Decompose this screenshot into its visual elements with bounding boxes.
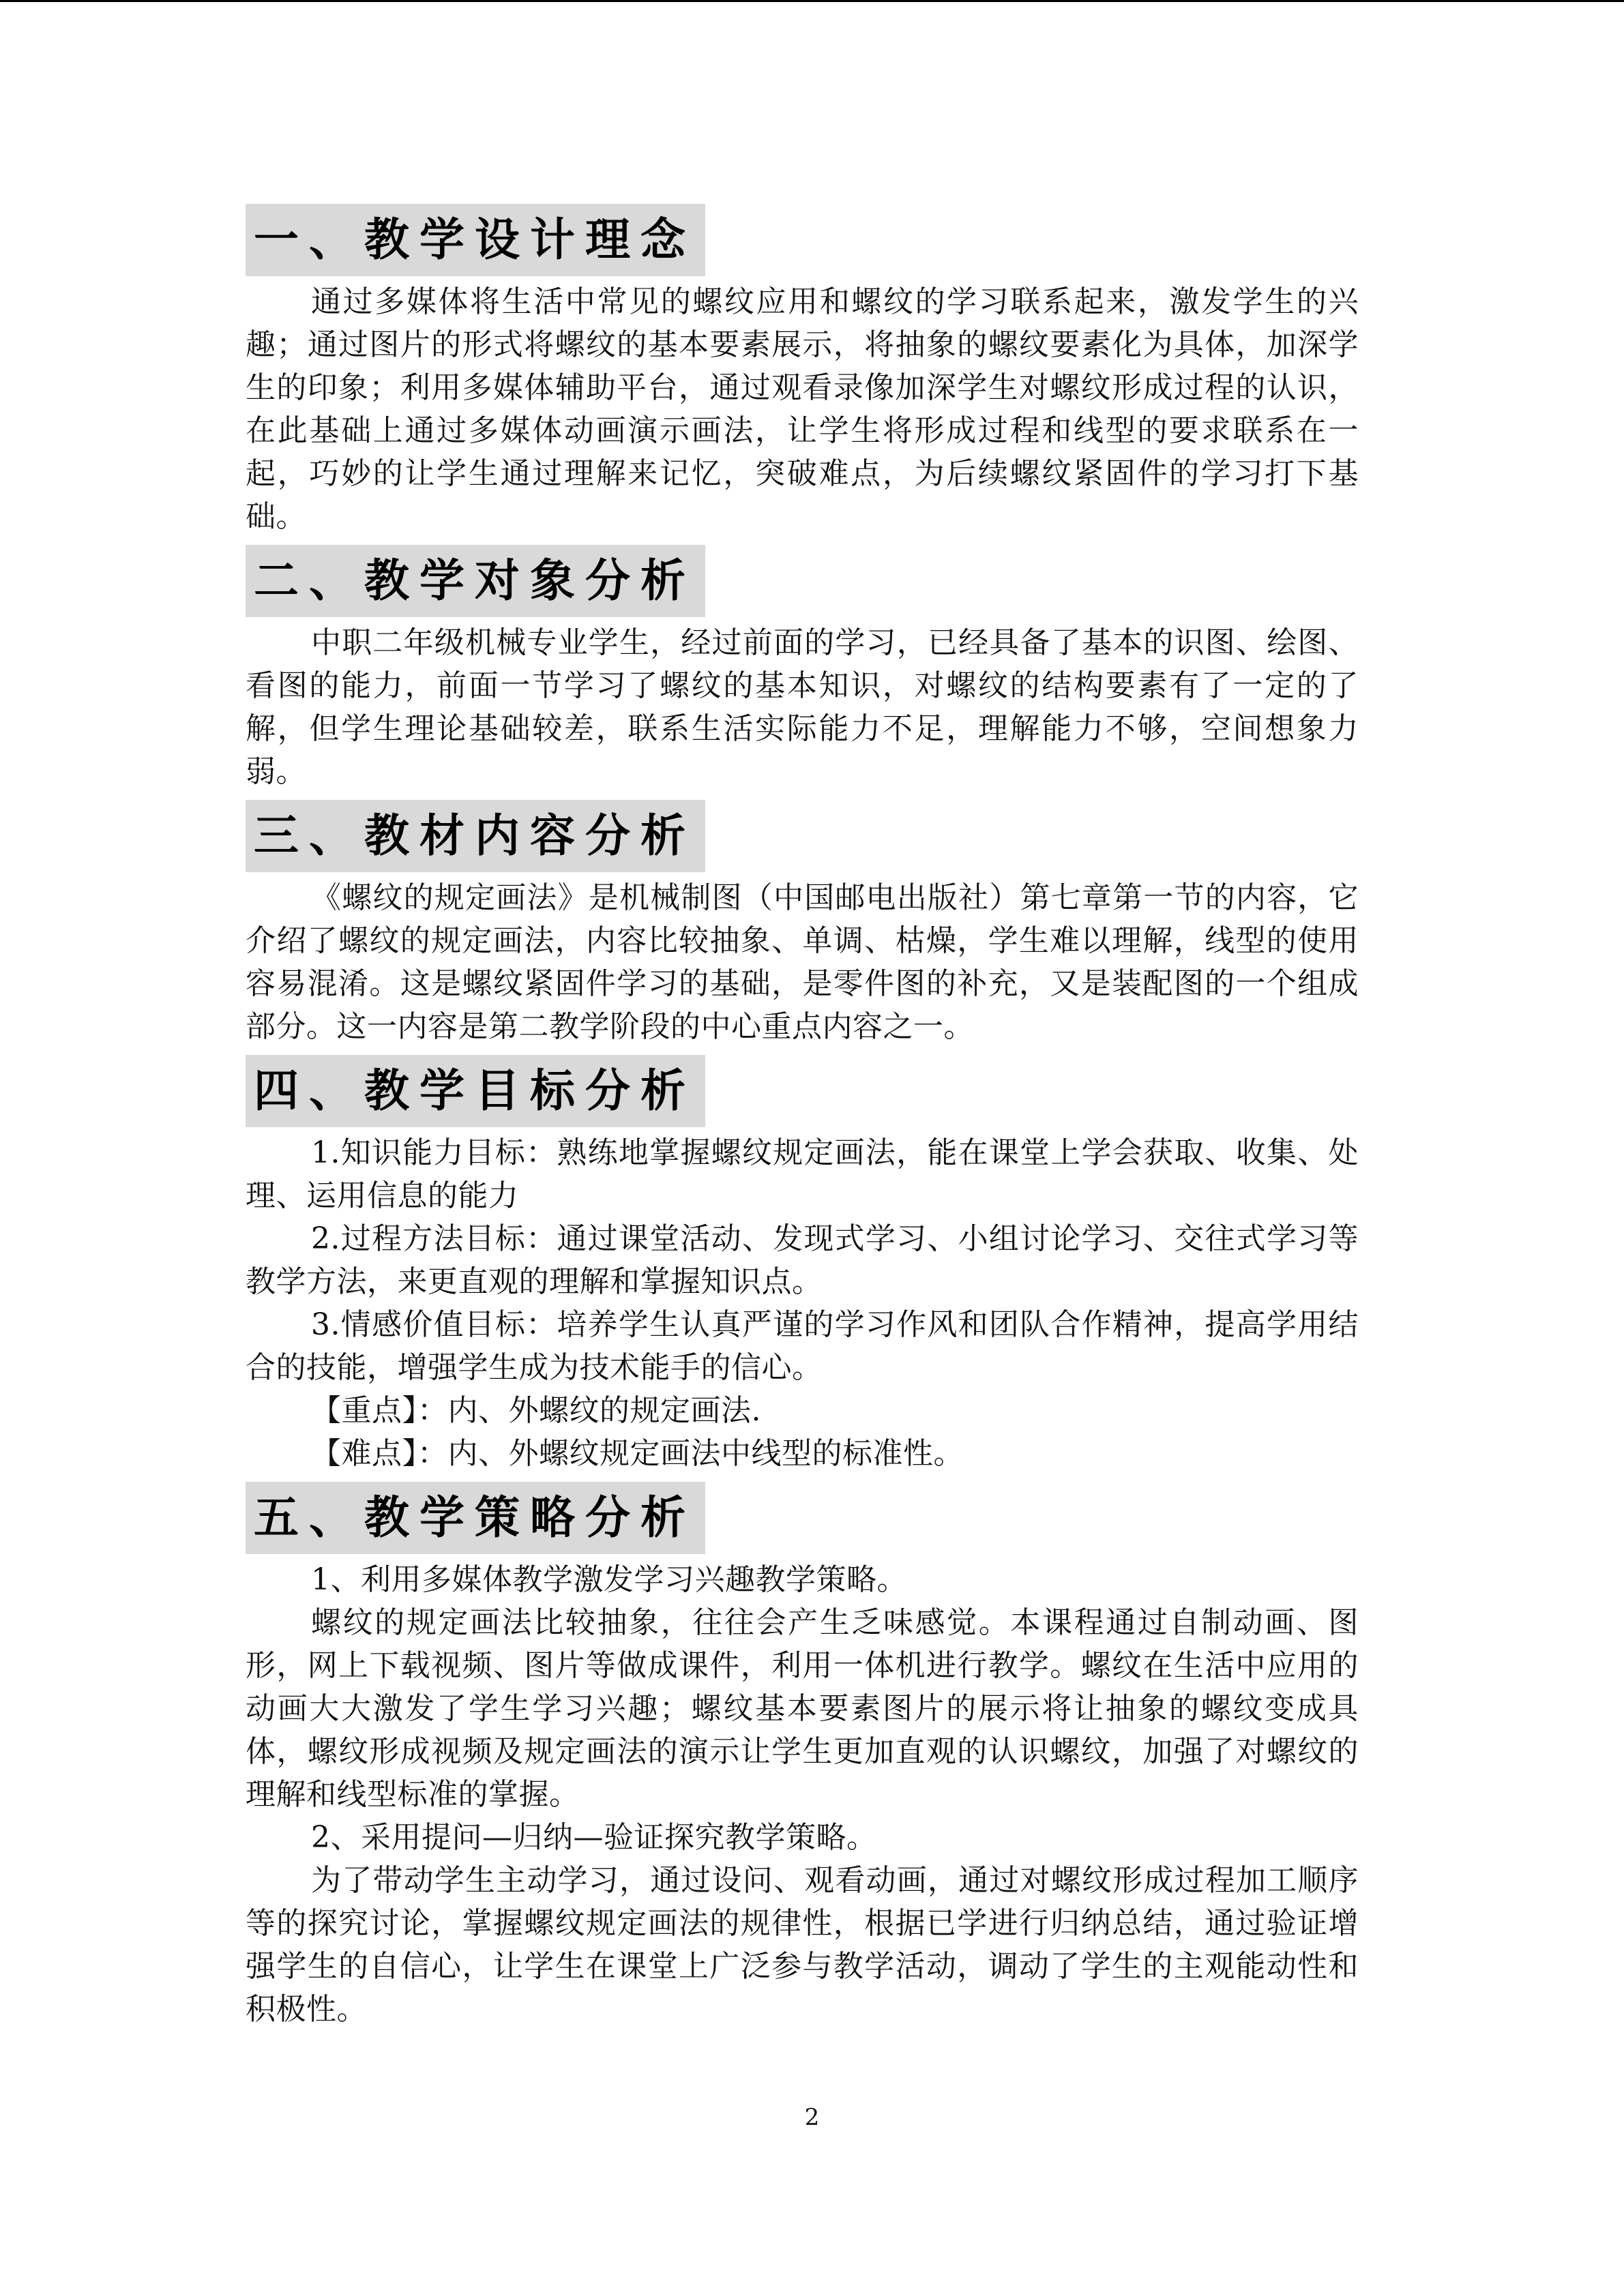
paragraph: 通过多媒体将生活中常见的螺纹应用和螺纹的学习联系起来，激发学生的兴趣；通过图片的形式将螺纹的基本要素展示，将抽象的螺纹要素化为具体，加深学生的印象；利用多媒体辅助平台，通过观看录像加深学生对螺纹形成过程的认识，在此基础上通过多媒体动画演示画法，让学生将形成过程和线型的要求联系在一起，巧妙的让学生通过理解来记忆，突破难点，为后续螺纹紧固件的学习打下基础。 <box>246 284 1359 534</box>
strategy-title-2: 2、采用提问—归纳—验证探究教学策略。 <box>311 1820 877 1855</box>
section-heading: 四、教学目标分析 <box>246 1055 705 1127</box>
paragraph: 为了带动学生主动学习，通过设问、观看动画，通过对螺纹形成过程加工顺序等的探究讨论，掌握螺纹规定画法的规律性，根据已学进行归纳总结，通过验证增强学生的自信心，让学生在课堂上广泛参与教学活动，调动了学生的主观能动性和积极性。 <box>246 1863 1359 2027</box>
page-number: 2 <box>804 2104 820 2131</box>
difficult-point: 【难点】：内、外螺纹规定画法中线型的标准性。 <box>311 1436 964 1471</box>
paragraph: 《螺纹的规定画法》是机械制图（中国邮电出版社）第七章第一节的内容，它介绍了螺纹的规定画法，内容比较抽象、单调、枯燥，学生难以理解，线型的使用容易混淆。这是螺纹紧固件学习的基础，是零件图的补充，又是装配图的一个组成部分。这一内容是第二教学阶段的中心重点内容之一。 <box>246 880 1359 1044</box>
section-teaching-design-concept <box>246 204 1359 538</box>
section-student-analysis <box>246 545 1359 793</box>
paragraph: 螺纹的规定画法比较抽象，往往会产生乏味感觉。本课程通过自制动画、图形，网上下载视频、图片等做成课件，利用一体机进行教学。螺纹在生活中应用的动画大大激发了学生学习兴趣；螺纹基本要素图片的展示将让抽象的螺纹变成具体，螺纹形成视频及规定画法的演示让学生更加直观的认识螺纹，加强了对螺纹的理解和线型标准的掌握。 <box>246 1605 1359 1812</box>
objective-emotion: 3.情感价值目标：培养学生认真严谨的学习作风和团队合作精神，提高学用结合的技能，增强学生成为技术能手的信心。 <box>246 1307 1359 1385</box>
objective-knowledge: 1.知识能力目标：熟练地掌握螺纹规定画法，能在课堂上学会获取、收集、处理、运用信息的能力 <box>246 1135 1359 1213</box>
section-heading: 一、教学设计理念 <box>246 204 705 276</box>
key-point: 【重点】：内、外螺纹的规定画法. <box>311 1393 761 1428</box>
section-teaching-strategy <box>246 1482 1359 2031</box>
section-heading: 五、教学策略分析 <box>246 1482 705 1554</box>
section-teaching-objectives <box>246 1055 1359 1475</box>
section-textbook-analysis <box>246 800 1359 1048</box>
section-heading: 三、教材内容分析 <box>246 800 705 872</box>
paragraph: 中职二年级机械专业学生，经过前面的学习，已经具备了基本的识图、绘图、看图的能力，前面一节学习了螺纹的基本知识，对螺纹的结构要素有了一定的了解，但学生理论基础较差，联系生活实际能力不足，理解能力不够，空间想象力弱。 <box>246 625 1359 789</box>
section-heading: 二、教学对象分析 <box>246 545 705 617</box>
page-content <box>246 204 1359 2031</box>
strategy-title-1: 1、利用多媒体教学激发学习兴趣教学策略。 <box>311 1562 907 1597</box>
objective-process: 2.过程方法目标：通过课堂活动、发现式学习、小组讨论学习、交往式学习等教学方法，来更直观的理解和掌握知识点。 <box>246 1221 1359 1299</box>
